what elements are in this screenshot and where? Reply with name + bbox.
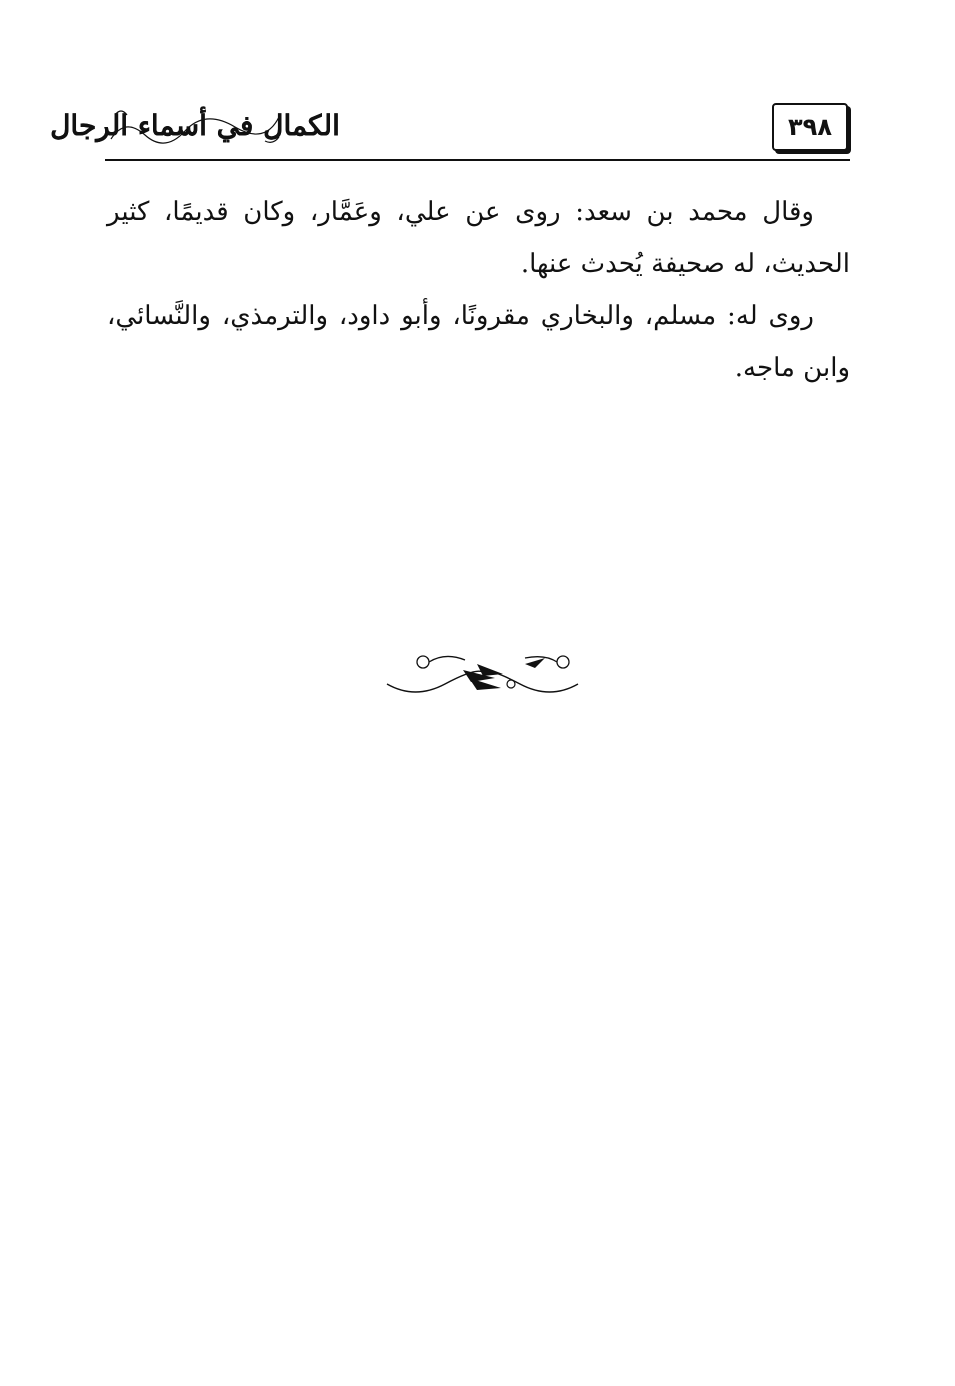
floral-flourish-icon bbox=[385, 648, 580, 696]
header-rule bbox=[105, 159, 850, 161]
page-header bbox=[50, 95, 850, 161]
paragraph-2: روى له: مسلم، والبخاري مقرونًا، وأبو داود، والترمذي، والنَّسائي، وابن ماجه. bbox=[107, 301, 850, 383]
running-title bbox=[50, 97, 340, 153]
page-number: ٣٩٨ bbox=[788, 113, 832, 141]
running-title-text: الكمال في أسماء الرجال bbox=[50, 108, 340, 142]
body-text bbox=[107, 186, 850, 394]
page-number-box bbox=[772, 103, 848, 151]
paragraph-1: وقال محمد بن سعد: روى عن علي، وعَمَّار، وكان قديمًا، كثير الحديث، له صحيفة يُحدث عنها. bbox=[107, 197, 850, 279]
